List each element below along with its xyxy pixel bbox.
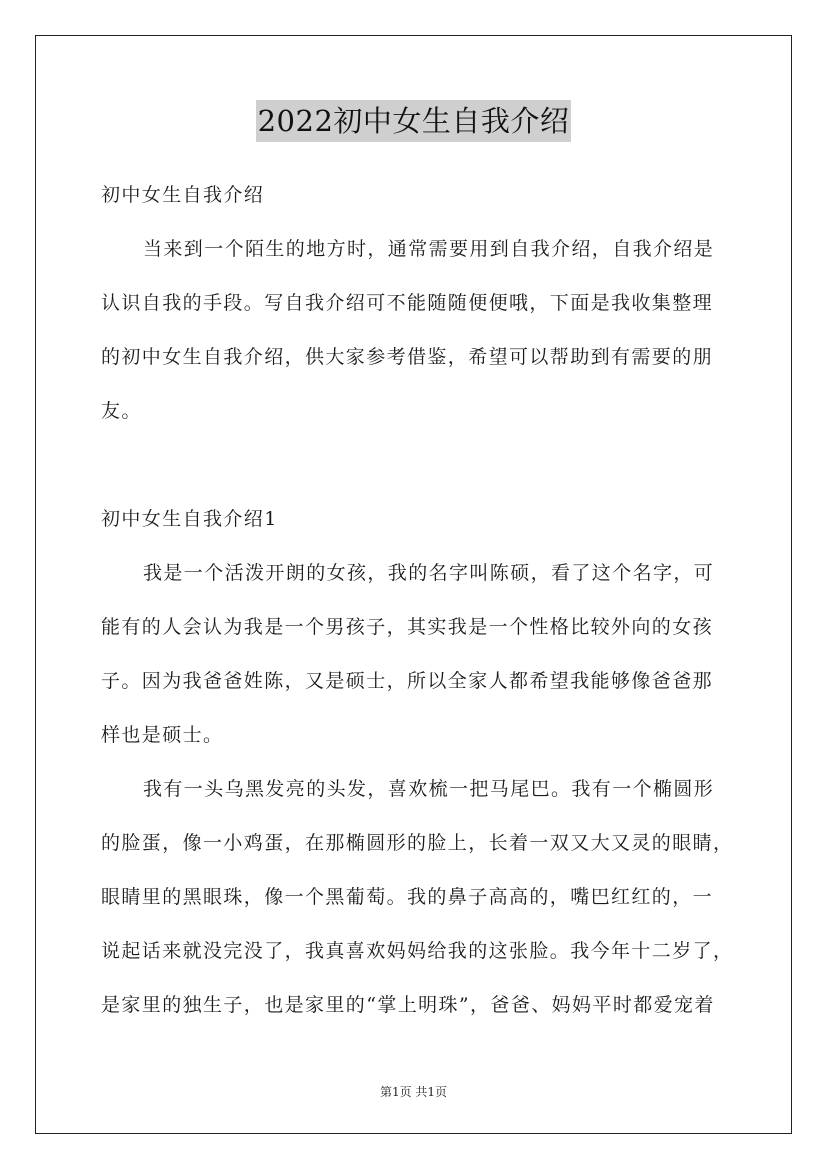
title-container bbox=[0, 100, 827, 142]
paragraph-line: 眼睛里的黑眼珠，像一个黑葡萄。我的鼻子高高的，嘴巴红红的，一 bbox=[101, 886, 714, 908]
section-heading: 初中女生自我介绍1 bbox=[101, 508, 278, 530]
paragraph-line: 是家里的独生子，也是家里的“掌上明珠”，爸爸、妈妈平时都爱宠着 bbox=[101, 994, 715, 1016]
paragraph-line: 我有一头乌黑发亮的头发，喜欢梳一把马尾巴。我有一个椭圆形 bbox=[143, 778, 715, 800]
paragraph-line: 样也是硕士。 bbox=[101, 724, 224, 746]
paragraph-line: 我是一个活泼开朗的女孩，我的名字叫陈硕，看了这个名字，可 bbox=[143, 562, 715, 584]
paragraph-line: 认识自我的手段。写自我介绍可不能随随便便哦，下面是我收集整理 bbox=[101, 292, 714, 314]
blank-line bbox=[101, 438, 741, 492]
paragraph-line: 友。 bbox=[101, 400, 142, 422]
paragraph-line: 的脸蛋，像一小鸡蛋，在那椭圆形的脸上，长着一双又大又灵的眼睛， bbox=[101, 832, 734, 854]
paragraph-line: 说起话来就没完没了，我真喜欢妈妈给我的这张脸。我今年十二岁了， bbox=[101, 940, 734, 962]
paragraph-line: 的初中女生自我介绍，供大家参考借鉴，希望可以帮助到有需要的朋 bbox=[101, 346, 714, 368]
paragraph-line: 当来到一个陌生的地方时，通常需要用到自我介绍，自我介绍是 bbox=[143, 238, 715, 260]
document-title: 2022初中女生自我介绍 bbox=[256, 100, 572, 142]
document-body bbox=[101, 168, 741, 1032]
paragraph-line: 子。因为我爸爸姓陈，又是硕士，所以全家人都希望我能够像爸爸那 bbox=[101, 670, 714, 692]
section-heading: 初中女生自我介绍 bbox=[101, 184, 265, 206]
paragraph-line: 能有的人会认为我是一个男孩子，其实我是一个性格比较外向的女孩 bbox=[101, 616, 714, 638]
page-footer: 第1页 共1页 bbox=[379, 1085, 448, 1099]
